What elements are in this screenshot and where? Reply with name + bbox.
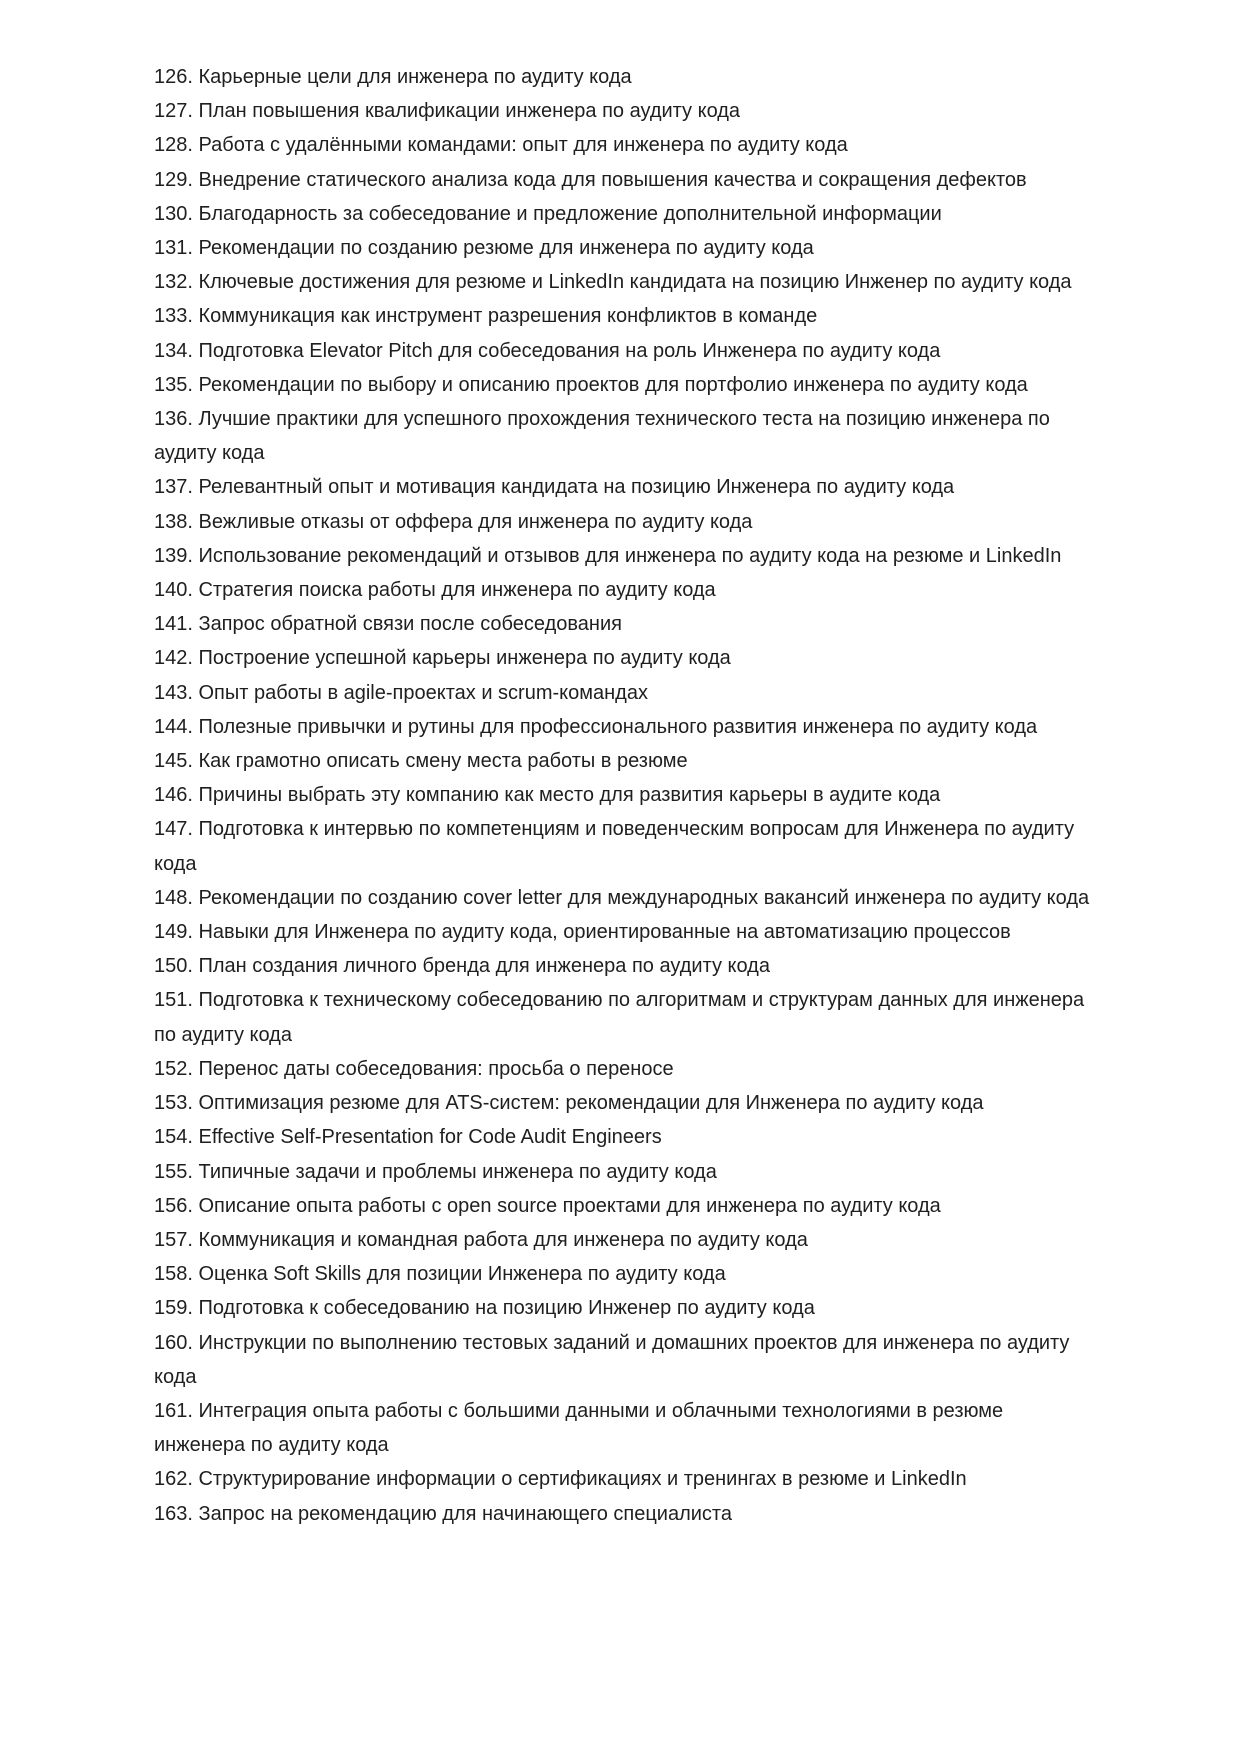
list-item: 144. Полезные привычки и рутины для профессионального развития инженера по аудиту кода [154,715,1038,738]
list-item: 161. Интеграция опыта работы с большими данными и облачными технологиями в резюме инженера по аудиту кода [154,1399,1004,1457]
list-item: 150. План создания личного бренда для инженера по аудиту кода [154,955,770,978]
list-item: 132. Ключевые достижения для резюме и LinkedIn кандидата на позицию Инженер по аудиту кода [154,271,1072,294]
topic-list [154,60,1094,1531]
list-item: 134. Подготовка Elevator Pitch для собеседования на роль Инженера по аудиту кода [154,339,941,362]
list-item: 133. Коммуникация как инструмент разрешения конфликтов в команде [154,305,818,328]
list-item: 142. Построение успешной карьеры инженера по аудиту кода [154,647,731,670]
list-item: 136. Лучшие практики для успешного прохождения технического теста на позицию инженера по аудиту кода [154,408,1050,465]
list-item: 135. Рекомендации по выбору и описанию проектов для портфолио инженера по аудиту кода [154,373,1028,396]
list-item: 140. Стратегия поиска работы для инженера по аудиту кода [154,579,716,602]
list-item: 159. Подготовка к собеседованию на позицию Инженер по аудиту кода [154,1297,815,1320]
list-item: 154. Effective Self-Presentation for Code Audit Engineers [154,1126,662,1149]
list-item: 130. Благодарность за собеседование и предложение дополнительной информации [154,202,942,225]
list-item: 149. Навыки для Инженера по аудиту кода, ориентированные на автоматизацию процессов [154,921,1011,944]
list-item: 160. Инструкции по выполнению тестовых заданий и домашних проектов для инженера по аудиту кода [154,1331,1070,1388]
list-item: 155. Типичные задачи и проблемы инженера по аудиту кода [154,1160,717,1183]
list-item: 141. Запрос обратной связи после собеседования [154,613,622,636]
list-item: 148. Рекомендации по созданию cover letter для международных вакансий инженера по аудиту кода [154,886,1090,909]
list-item: 126. Карьерные цели для инженера по аудиту кода [154,66,632,88]
list-item: 145. Как грамотно описать смену места работы в резюме [154,750,688,773]
list-item: 153. Оптимизация резюме для ATS-систем: рекомендации для Инженера по аудиту кода [154,1092,984,1115]
list-item: 162. Структурирование информации о сертификациях и тренингах в резюме и LinkedIn [154,1468,967,1491]
list-item: 129. Внедрение статического анализа кода для повышения качества и сокращения дефектов [154,168,1027,191]
list-item: 131. Рекомендации по созданию резюме для инженера по аудиту кода [154,237,814,260]
list-item: 158. Оценка Soft Skills для позиции Инженера по аудиту кода [154,1263,726,1286]
list-item: 157. Коммуникация и командная работа для инженера по аудиту кода [154,1228,808,1251]
list-item: 163. Запрос на рекомендацию для начинающего специалиста [154,1502,732,1525]
list-item: 152. Перенос даты собеседования: просьба о переносе [154,1057,674,1080]
list-item: 128. Работа с удалёнными командами: опыт для инженера по аудиту кода [154,134,848,157]
list-item: 127. План повышения квалификации инженера по аудиту кода [154,100,741,123]
list-item: 156. Описание опыта работы с open source проектами для инженера по аудиту кода [154,1194,941,1217]
list-item: 147. Подготовка к интервью по компетенциям и поведенческим вопросам для Инженера по аудиту кода [154,818,1075,875]
list-item: 139. Использование рекомендаций и отзывов для инженера по аудиту кода на резюме и LinkedIn [154,544,1062,567]
list-item: 151. Подготовка к техническому собеседованию по алгоритмам и структурам данных для инженера по аудиту кода [154,989,1085,1046]
list-item: 143. Опыт работы в agile-проектах и scrum-командах [154,681,648,704]
list-item: 137. Релевантный опыт и мотивация кандидата на позицию Инженера по аудиту кода [154,476,955,499]
list-item: 138. Вежливые отказы от оффера для инженера по аудиту кода [154,510,753,533]
list-item: 146. Причины выбрать эту компанию как место для развития карьеры в аудите кода [154,784,941,807]
